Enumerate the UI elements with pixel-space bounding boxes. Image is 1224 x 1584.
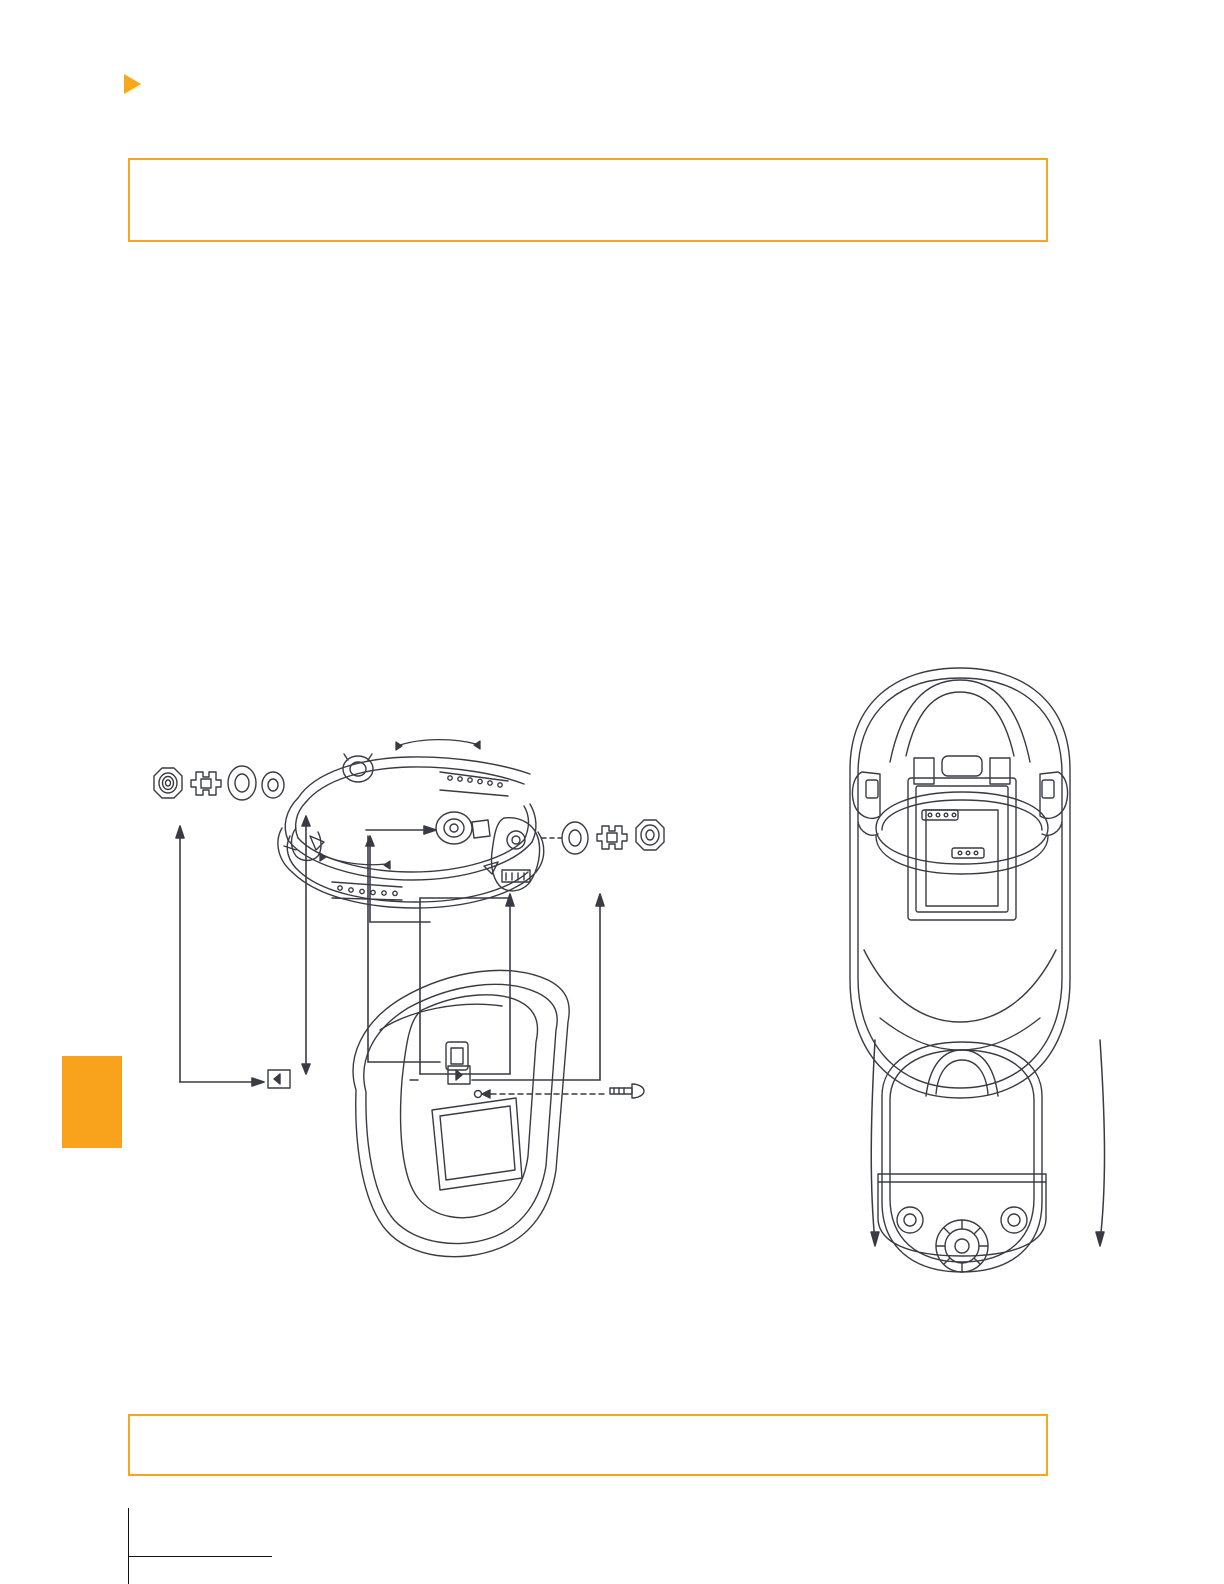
- callout-box-bottom-text: [130, 1416, 1046, 1432]
- callout-box-top-text: [130, 160, 1046, 176]
- washer-right: [562, 822, 588, 854]
- ratchet-knob: [343, 754, 373, 782]
- rear-side-adjuster-left: [897, 1207, 923, 1233]
- helmet-rear-view: [878, 1042, 1046, 1272]
- callout-box-bottom: [128, 1414, 1048, 1476]
- band-perforations-lower: [332, 882, 402, 900]
- triangle-bullet-icon: [124, 74, 141, 94]
- screw: [610, 1084, 644, 1098]
- pivot-nut-left: [154, 768, 182, 798]
- pivot-nut-right: [636, 820, 664, 850]
- band-pivot-disc: [436, 812, 490, 844]
- rear-side-adjuster-right: [1001, 1207, 1027, 1233]
- callout-box-top: [128, 158, 1048, 242]
- spacer-right: [597, 826, 627, 849]
- front-pivot-clip-right: [1040, 772, 1068, 835]
- assembly-figure: [110, 650, 1110, 1380]
- callout-tag-left: [268, 1070, 290, 1088]
- washer-left-flat: [262, 772, 284, 798]
- footer-rule-horizontal: [128, 1556, 272, 1557]
- spacer-left: [191, 772, 221, 795]
- shell-screw-hole: [475, 1091, 482, 1098]
- screw-leader-arrow: [482, 1090, 490, 1098]
- helmet-shell: [353, 970, 569, 1256]
- rear-ratchet-knob: [936, 1220, 988, 1272]
- helmet-front-view: [850, 668, 1070, 1098]
- headband: [278, 740, 544, 908]
- pivot-bracket: [484, 818, 540, 891]
- callout-tag-right: [448, 1066, 470, 1084]
- washer-left: [228, 766, 256, 800]
- footer-rule-vertical: [128, 1508, 129, 1584]
- adjust-arrow-top: [396, 740, 480, 750]
